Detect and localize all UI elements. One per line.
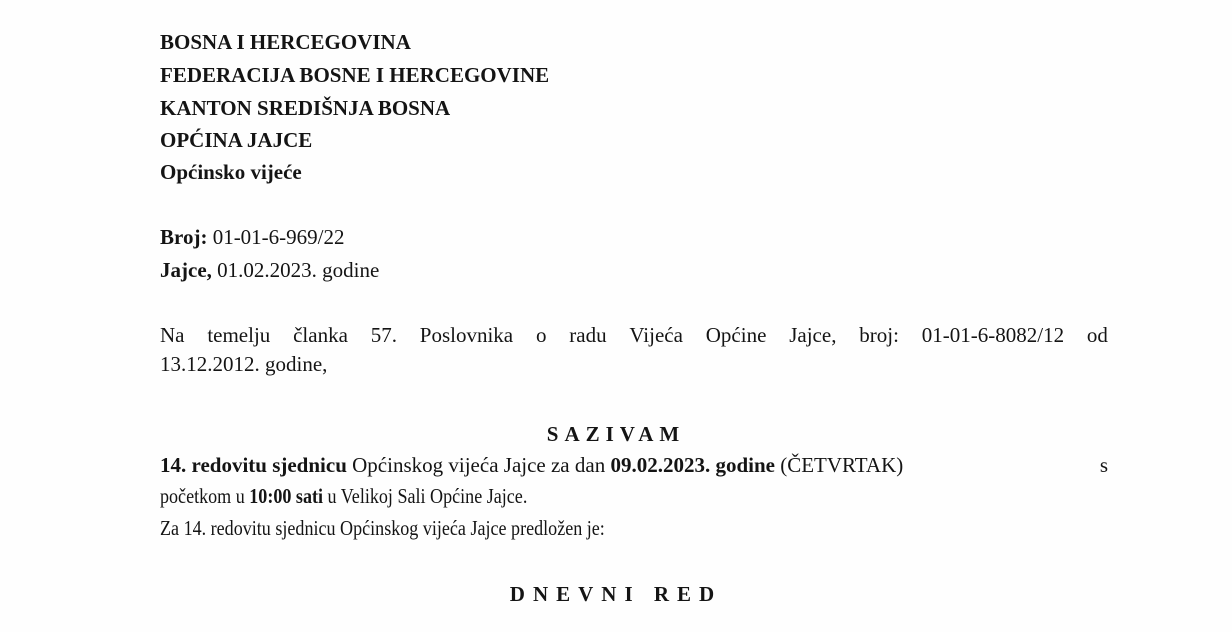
preamble-word: o: [535, 323, 547, 347]
preamble-line-2: 13.12.2012. godine,: [160, 352, 328, 376]
header-canton: KANTON SREDIŠNJA BOSNA: [160, 96, 451, 120]
session-number: 14. redovitu sjednicu: [160, 453, 347, 477]
preamble-word: 01-01-6-8082/12: [921, 323, 1065, 347]
preamble-word: temelju: [207, 323, 271, 347]
agenda-title: DNEVNI RED: [509, 582, 723, 606]
session-time: 10:00 sati: [249, 484, 324, 508]
reference-number-value: 01-01-6-969/22: [207, 225, 345, 249]
reference-date: [160, 258, 379, 282]
convocation-line-3: [160, 516, 677, 540]
session-weekday: (ČETVRTAK): [774, 453, 904, 477]
header-council: Općinsko vijeće: [160, 160, 302, 184]
header-municipality: OPĆINA JAJCE: [160, 128, 313, 152]
reference-date-value: 01.02.2023. godine: [211, 258, 380, 282]
preamble-word: Poslovnika: [419, 323, 514, 347]
preamble-word: radu: [569, 323, 607, 347]
session-date: 09.02.2023. godine: [610, 453, 775, 477]
preamble-word: Jajce,: [789, 323, 837, 347]
reference-number: [160, 225, 345, 249]
session-location: u Velikoj Sali Općine Jajce.: [323, 484, 528, 508]
preamble-word: 57.: [370, 323, 397, 347]
header-country: BOSNA I HERCEGOVINA: [160, 30, 411, 54]
preamble-word: Vijeća: [629, 323, 683, 347]
agenda-intro: Za 14. redovitu sjednicu Općinskog vijeća Jajce predložen je:: [160, 516, 605, 540]
preamble-word: od: [1086, 323, 1108, 347]
preamble-line-1: [160, 323, 1108, 347]
preamble-word: Na: [160, 323, 185, 347]
convocation-line-1: [160, 453, 1108, 477]
convocation-text: početkom u: [160, 484, 250, 508]
convocation-line-1-content: [160, 453, 903, 477]
convocation-text: s: [1099, 453, 1108, 477]
preamble-word: broj:: [859, 323, 899, 347]
reference-number-label: Broj:: [160, 225, 208, 249]
convocation-text: Općinskog vijeća Jajce za dan: [346, 453, 611, 477]
header-federation: FEDERACIJA BOSNE I HERCEGOVINE: [160, 63, 550, 87]
preamble-word: Općine: [705, 323, 767, 347]
preamble-word: članka: [293, 323, 348, 347]
reference-place-label: Jajce,: [160, 258, 212, 282]
convocation-line-2: [160, 484, 587, 508]
convocation-line-2-content: [160, 484, 527, 508]
convocation-title: SAZIVAM: [546, 422, 686, 446]
